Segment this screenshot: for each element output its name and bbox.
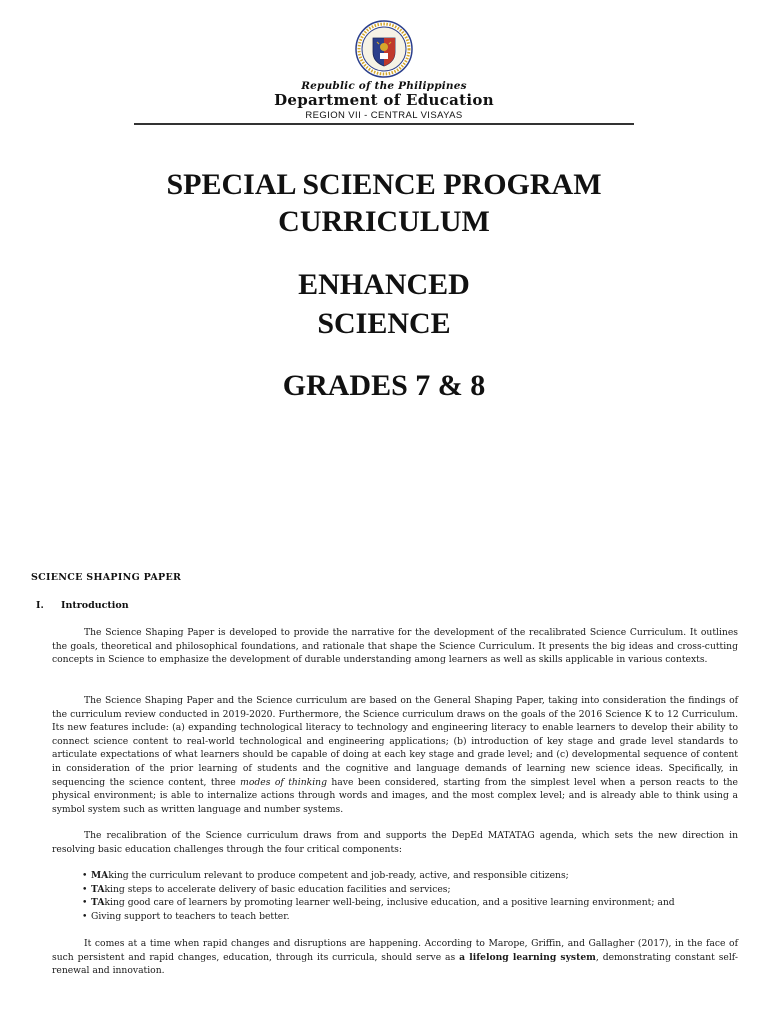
list-item: [82, 869, 722, 883]
deped-seal-icon: [355, 20, 413, 78]
paragraph-1: [52, 626, 738, 667]
list-item-text: Giving support to teachers to teach better.: [91, 910, 290, 922]
paragraph-2: [52, 694, 738, 816]
region-label: REGION VII - CENTRAL VISAYAS: [305, 110, 463, 121]
title-line-5: GRADES 7 & 8: [282, 369, 486, 402]
matatag-list: [82, 869, 722, 923]
list-item-bold: MA: [91, 870, 109, 881]
paragraph-4-text-a: It comes at a time when rapid changes and disruptions are happening. According to Marope, Griffin, and Gallagher (2017), in the face of such persistent and rapid changes, education, through its curricula, should serve as: [52, 938, 738, 963]
department-label: Department of Education: [274, 91, 494, 109]
paragraph-2-emphasis: modes of thinking: [240, 776, 327, 788]
list-item-text: king steps to accelerate delivery of basic education facilities and services;: [104, 883, 451, 895]
list-item-bold: TA: [91, 883, 105, 895]
paragraph-3-text: The recalibration of the Science curriculum draws from and supports the DepEd MATATAG agenda, which sets the new direction in resolving basic education challenges through the four critical components:: [52, 830, 738, 855]
header-divider: [134, 123, 634, 125]
paragraph-4: [52, 937, 738, 978]
intro-number: I.: [36, 600, 44, 611]
list-item-text: king the curriculum relevant to produce competent and job-ready, active, and responsible citizens;: [108, 870, 569, 881]
list-item: [82, 883, 722, 897]
list-item: [82, 896, 722, 910]
title-line-4: SCIENCE: [317, 307, 451, 340]
title-line-3: ENHANCED: [298, 268, 470, 301]
paragraph-4-bold: a lifelong learning system: [459, 951, 596, 963]
paragraph-1-text: The Science Shaping Paper is developed to provide the narrative for the development of the recalibrated Science Curriculum. It outlines the goals, theoretical and philosophical foundations, and rationale that shape the Science Curriculum. It presents the big ideas and cross-cutting concepts in Science to emphasize the development of durable understanding among learners as well as skills applicable in various contexts.: [52, 627, 738, 666]
list-item-bold: TA: [91, 897, 105, 909]
paragraph-2-text-a: The Science Shaping Paper and the Science curriculum are based on the General Shaping Paper, taking into consideration the findings of the curriculum review conducted in 2019-2020. Furthermore, the Science curriculum draws on the goals of the 2016 Science K to 12 Curriculum. Its new features include: (a) expanding technological literacy to technology and engineering literacy to enable learners to develop their ability to connect science content to real-world technological and engineering applications; (b) introduction of key stage and grade level standards to articulate expectations of what learners should be capable of doing at each key stage and grade level; and (c) developmental sequence of content in consideration of the prior learning of students and the cognitive and language demands of learning new science ideas. Specifically, in sequencing the science content, three: [52, 695, 738, 788]
paragraph-4-text-b: , demonstrating constant self- renewal and innovation.: [52, 951, 738, 977]
list-item: [82, 910, 722, 924]
paragraph-3: [52, 829, 738, 856]
list-item-text: king good care of learners by promoting learner well-being, inclusive education, and a positive learning environment; and: [104, 897, 675, 909]
title-line-1: SPECIAL SCIENCE PROGRAM: [166, 168, 602, 201]
title-line-2: CURRICULUM: [278, 205, 490, 238]
paragraph-2-text-b: have been considered, starting from the simplest level when a person reacts to the physical environment; is able to internalize actions through words and images, and the most complex level; and is already able to think using a symbol system such as written language and number systems.: [52, 776, 738, 815]
intro-heading: Introduction: [61, 600, 129, 611]
section-heading: SCIENCE SHAPING PAPER: [31, 572, 182, 583]
republic-label: Republic of the Philippines: [301, 80, 467, 92]
